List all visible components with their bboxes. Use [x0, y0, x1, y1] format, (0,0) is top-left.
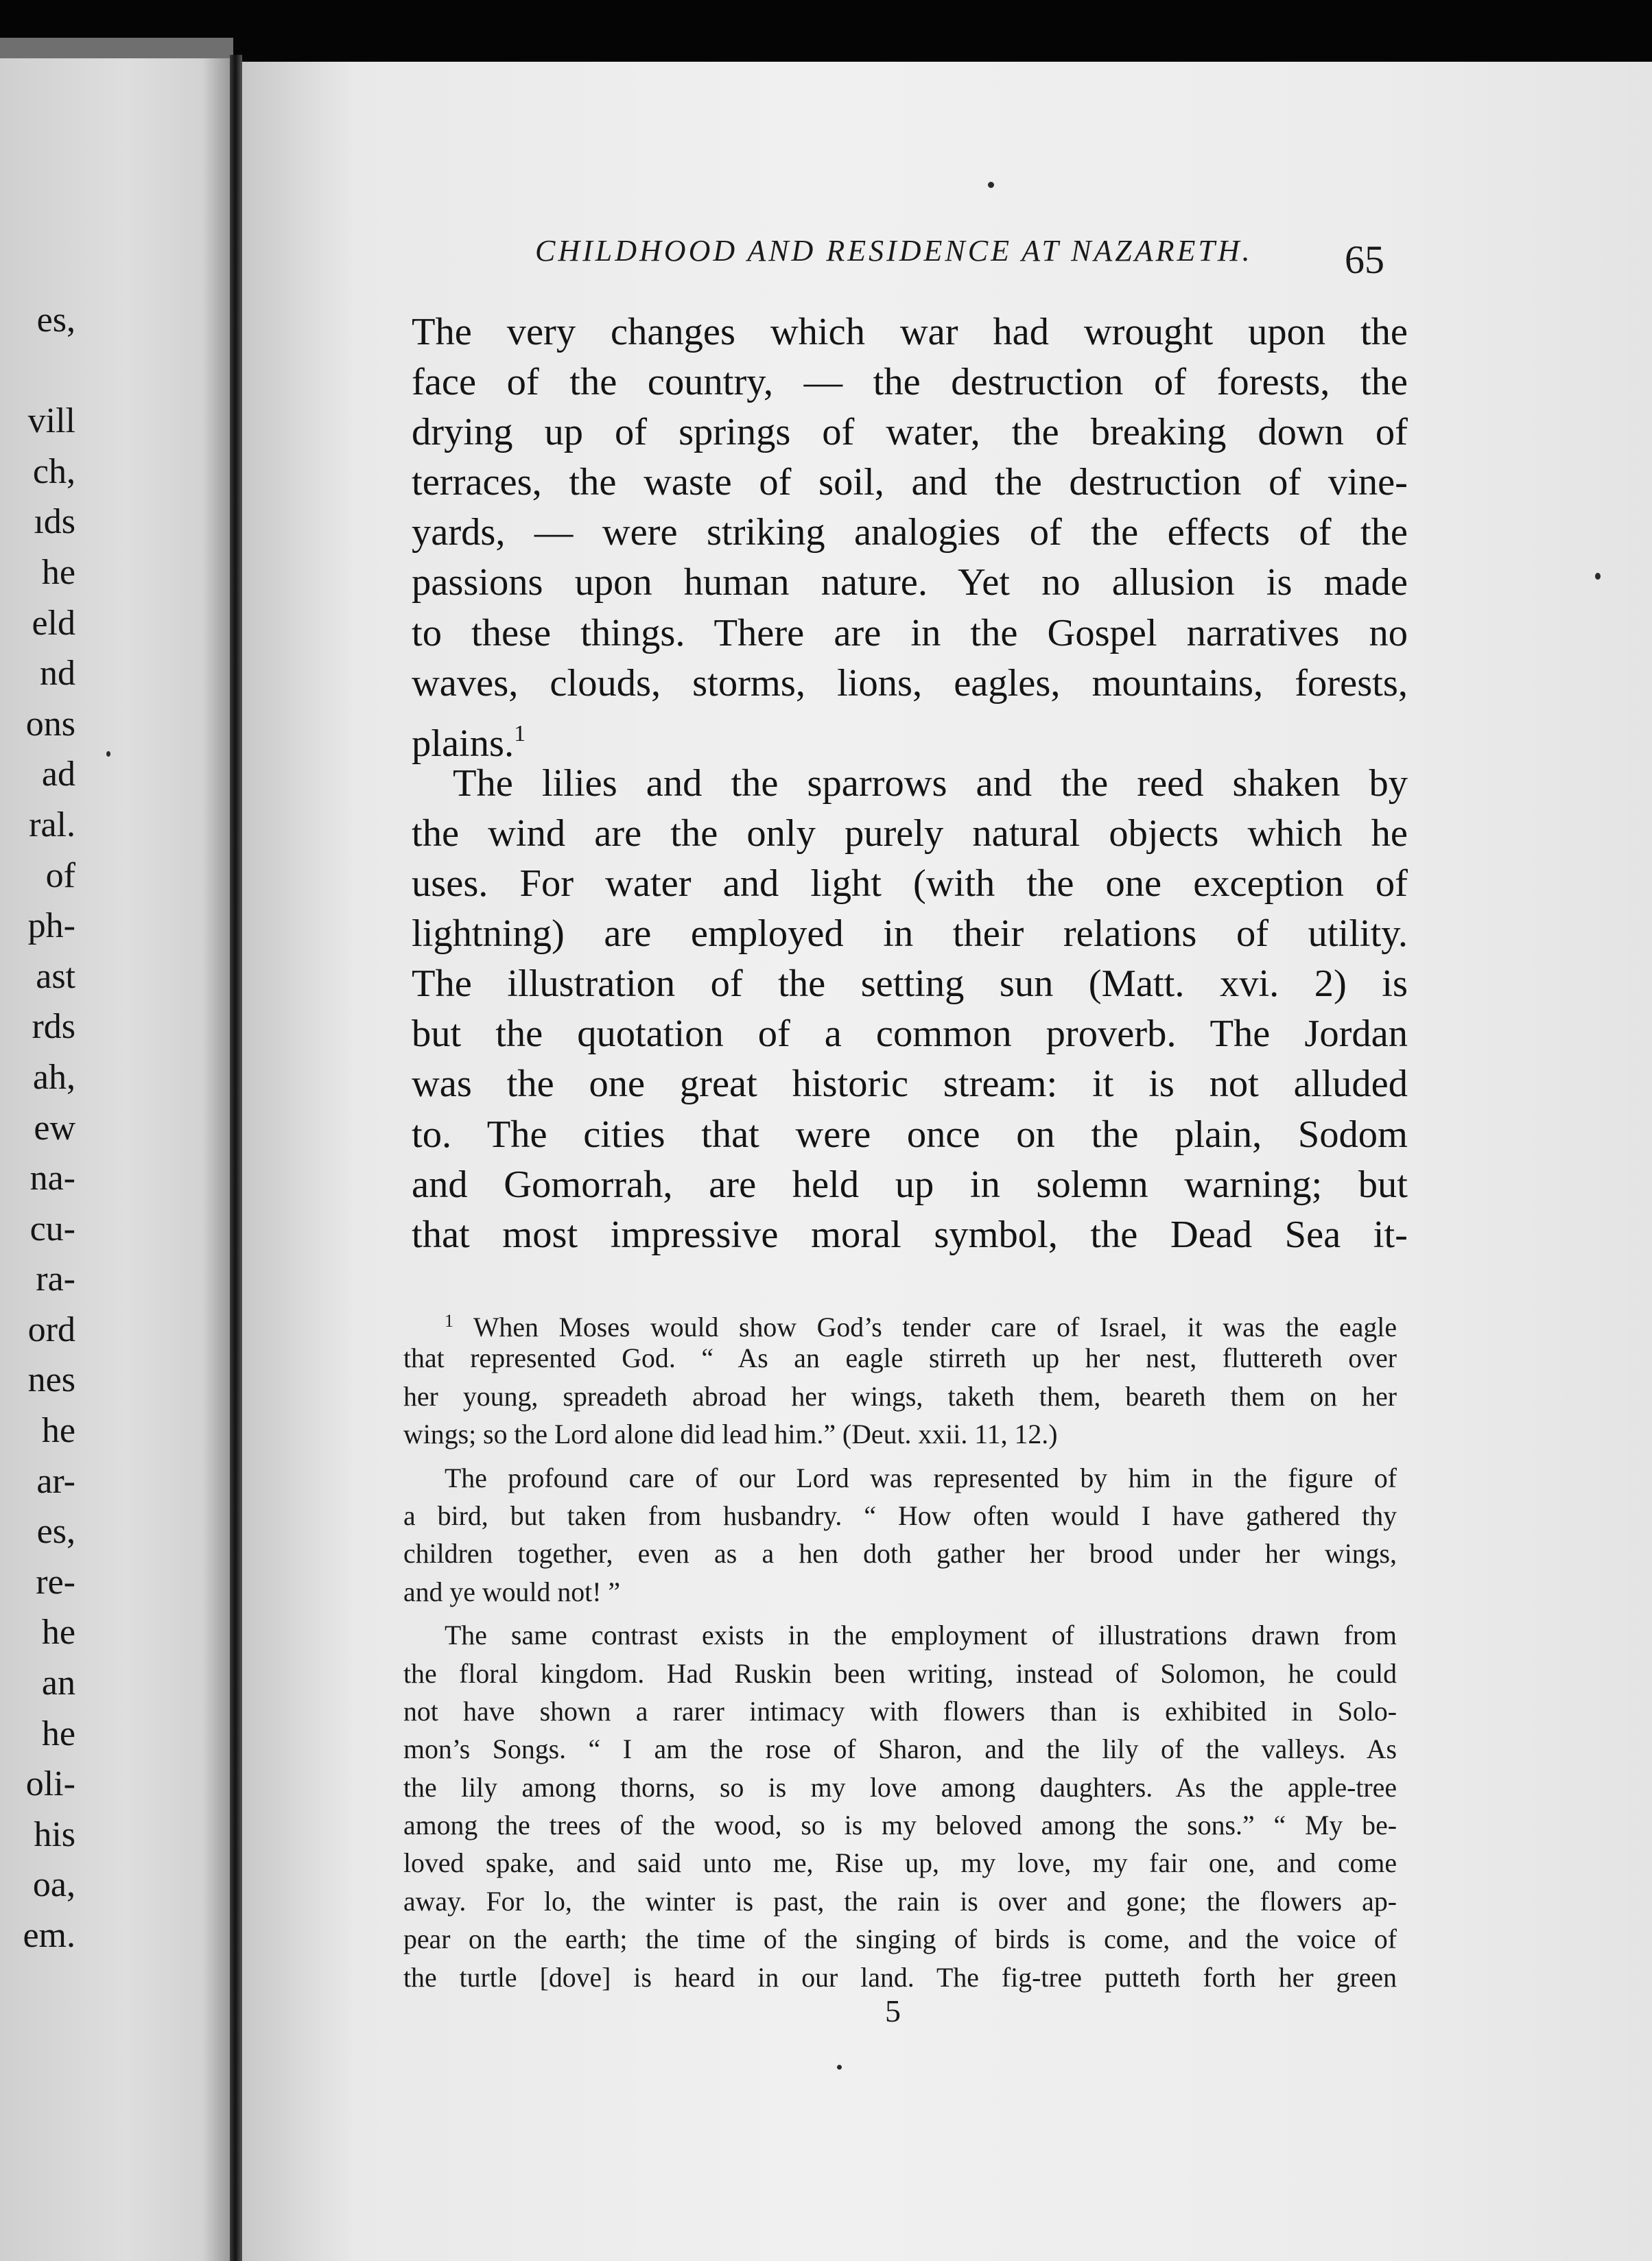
body-line: and Gomorrah, are held up in solemn warning; but — [412, 1163, 1408, 1206]
left-page-fragment: he — [41, 1411, 75, 1451]
scan-speck — [106, 751, 110, 757]
signature-mark: 5 — [885, 1993, 901, 2028]
left-page-fragment: ord — [27, 1310, 75, 1349]
body-line: was the one great historic stream: it is not alluded — [412, 1063, 1408, 1106]
left-page-fragment: oli- — [25, 1764, 75, 1804]
left-page-fragment: ad — [41, 755, 75, 794]
scan-speck — [988, 182, 994, 188]
footnote-line: the lily among thorns, so is my love among daughters. As the apple-tree — [403, 1772, 1397, 1803]
footnote-line: pear on the earth; the time of the singing of birds is come, and the voice of — [403, 1924, 1397, 1955]
body-line: to. The cities that were once on the plain, Sodom — [412, 1113, 1408, 1156]
body-line: The illustration of the setting sun (Matt. xvi. 2) is — [412, 962, 1408, 1006]
left-page-fragment: ah, — [32, 1057, 75, 1097]
body-line: passions upon human nature. Yet no allusion is made — [412, 561, 1408, 604]
left-page-fragment: he — [41, 552, 75, 592]
footnote-line: children together, even as a hen doth gather her brood under her wings, — [403, 1539, 1397, 1570]
footnote-line-first — [403, 1302, 1397, 1340]
footnotes — [403, 1302, 1397, 1997]
footnote-line: her young, spreadeth abroad her wings, taketh them, beareth them on her — [403, 1381, 1397, 1412]
body-line: terraces, the waste of soil, and the destruction of vine- — [412, 461, 1408, 504]
left-page-fragments — [0, 295, 75, 1961]
body-line: uses. For water and light (with the one exception of — [412, 862, 1408, 905]
scan-top-border — [0, 0, 1652, 62]
left-page-fragment: vill — [27, 401, 75, 441]
footnote-marker: 1 — [445, 1311, 453, 1331]
footnote-line: The profound care of our Lord was represented by him in the figure of — [445, 1463, 1397, 1493]
body-line: The very changes which war had wrought upon the — [412, 311, 1408, 353]
footnote-line: the turtle [dove] is heard in our land. The fig-tree putteth forth her green — [403, 1962, 1397, 1993]
left-page-fragment: eld — [32, 603, 75, 643]
body-line: the wind are the only purely natural objects which he — [412, 812, 1408, 855]
body-line: The lilies and the sparrows and the reed shaken by — [453, 761, 1408, 805]
footnote-line: the floral kingdom. Had Ruskin been writing, instead of Solomon, he could — [403, 1658, 1397, 1689]
running-head: CHILDHOOD AND RESIDENCE AT NAZARETH. — [535, 234, 1253, 268]
left-page-fragment: es, — [36, 300, 75, 340]
left-page-fragment: ch, — [32, 451, 75, 491]
body-line: to these things. There are in the Gospel narratives no — [412, 611, 1408, 654]
left-page-fragment: ıds — [34, 502, 75, 542]
left-page-fragment: ph- — [27, 906, 75, 946]
body-line: face of the country, — the destruction of forests, the — [412, 361, 1408, 404]
footnote-line-text: When Moses would show God’s tender care of Israel, it was the eagle — [473, 1312, 1397, 1342]
left-page-fragment: ra- — [36, 1259, 75, 1299]
left-page-fragment: es, — [36, 1512, 75, 1552]
body-line: yards, — were striking analogies of the effects of the — [412, 511, 1408, 554]
left-page-edge — [0, 38, 233, 58]
footnote-line: mon’s Songs. “ I am the rose of Sharon, and the lily of the valleys. As — [403, 1734, 1397, 1765]
left-page-fragment: na- — [30, 1159, 75, 1198]
book-gutter — [230, 55, 242, 2261]
footnote-line: and ye would not! ” — [403, 1576, 621, 1607]
body-text — [412, 307, 1408, 1260]
left-page-fragment: his — [34, 1814, 75, 1854]
left-page-fragment: rds — [32, 1007, 75, 1047]
left-page-fragment: ast — [36, 956, 75, 996]
body-line-text: plains. — [412, 722, 515, 765]
footnote-line: a bird, but taken from husbandry. “ How often would I have gathered thy — [403, 1500, 1397, 1531]
page-number: 65 — [1345, 237, 1384, 282]
left-page-fragment — [0, 346, 75, 396]
left-page-fragment: em. — [23, 1916, 75, 1955]
left-page-fragment: cu- — [30, 1209, 75, 1248]
footnote-reference: 1 — [514, 720, 526, 746]
left-page-fragment: nes — [27, 1360, 75, 1400]
scan-speck — [837, 2065, 842, 2070]
left-page-fragment: ral. — [29, 805, 75, 844]
left-page-fragment: he — [41, 1613, 75, 1653]
left-page-fragment: he — [41, 1714, 75, 1753]
body-line: lightning) are employed in their relations of utility. — [412, 912, 1408, 956]
left-page-fragment: ons — [25, 704, 75, 744]
left-page-fragment: ar- — [36, 1461, 75, 1501]
body-line-last — [412, 709, 1408, 765]
footnote-line: wings; so the Lord alone did lead him.” (Deut. xxii. 11, 12.) — [403, 1419, 1058, 1450]
left-page-fragment: ew — [34, 1108, 75, 1148]
footnote-line: not have shown a rarer intimacy with flowers than is exhibited in Solo- — [403, 1696, 1397, 1727]
body-line: that most impressive moral symbol, the Dead Sea it- — [412, 1213, 1408, 1256]
footnote-line: among the trees of the wood, so is my beloved among the sons.” “ My be- — [403, 1810, 1397, 1841]
footnote-line: that represented God. “ As an eagle stirreth up her nest, fluttereth over — [403, 1343, 1397, 1374]
footnote-line: The same contrast exists in the employment of illustrations drawn from — [445, 1620, 1397, 1651]
body-line: waves, clouds, storms, lions, eagles, mountains, forests, — [412, 661, 1408, 705]
left-page-fragment: nd — [40, 654, 75, 694]
left-page-fragment: re- — [36, 1562, 75, 1602]
body-line: but the quotation of a common proverb. The Jordan — [412, 1013, 1408, 1056]
footnote-line: away. For lo, the winter is past, the rain is over and gone; the flowers ap- — [403, 1886, 1397, 1917]
footnote-line: loved spake, and said unto me, Rise up, my love, my fair one, and come — [403, 1848, 1397, 1879]
left-page-fragment: of — [45, 855, 75, 895]
left-page-fragment: an — [41, 1664, 75, 1703]
body-line: drying up of springs of water, the breaking down of — [412, 411, 1408, 454]
scan-speck — [1595, 573, 1601, 580]
left-page-fragment: oa, — [32, 1865, 75, 1905]
